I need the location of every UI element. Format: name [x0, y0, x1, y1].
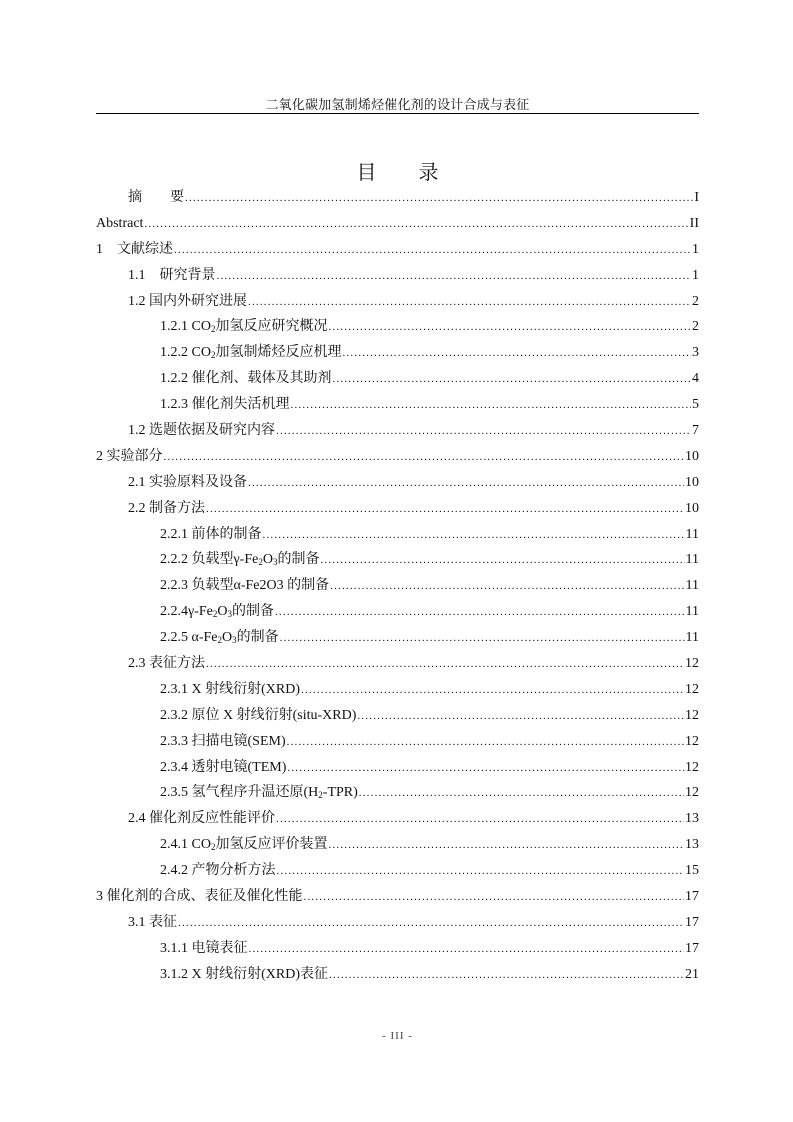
toc-entry-label: 2.3.4 透射电镜(TEM) — [160, 759, 287, 775]
toc-entry-page: I — [694, 190, 699, 205]
header-divider — [96, 113, 699, 114]
toc-entry-page: 3 — [692, 345, 699, 361]
toc-entry[interactable] — [96, 392, 699, 418]
label-text: 2.2.2 负载型γ-Fe — [160, 552, 259, 568]
toc-entry[interactable] — [96, 677, 699, 703]
dot-leader — [263, 523, 685, 549]
label-text: 加氢制烯烃反应机理 — [215, 345, 342, 361]
toc-entry-label: 2.3.3 扫描电镜(SEM) — [160, 733, 286, 749]
dot-leader — [206, 497, 684, 523]
dot-leader — [174, 238, 691, 264]
toc-entry[interactable] — [96, 263, 699, 289]
toc-entry-page: 12 — [685, 707, 699, 723]
toc-entry-page: 10 — [685, 474, 699, 490]
toc-entry-label: 2.2.3 负载型α-Fe2O3 的制备 — [160, 578, 330, 594]
toc-entry[interactable] — [96, 651, 699, 677]
dot-leader — [357, 704, 684, 730]
label-text: 2.4.1 CO — [160, 837, 211, 853]
dot-leader — [333, 367, 692, 393]
toc-entry[interactable] — [96, 547, 699, 573]
toc-entry-label: 1.2.2 催化剂、载体及其助剂 — [160, 371, 332, 387]
dot-leader — [330, 574, 684, 600]
toc-entry-label: 1.2.3 催化剂失活机理 — [160, 397, 290, 413]
toc-entry[interactable] — [96, 185, 699, 211]
dot-leader — [178, 911, 684, 937]
toc-entry[interactable] — [96, 599, 699, 625]
toc-entry-label — [160, 599, 274, 628]
dot-leader — [277, 859, 685, 885]
toc-entry[interactable] — [96, 625, 699, 651]
toc-entry-label: 1.2 国内外研究进展 — [128, 293, 247, 309]
dot-leader — [329, 963, 684, 989]
toc-entry[interactable] — [96, 729, 699, 755]
toc-entry-label: 2.1 实验原料及设备 — [128, 474, 247, 490]
toc-entry-label — [160, 314, 327, 343]
toc-entry[interactable] — [96, 910, 699, 936]
table-of-contents — [96, 185, 699, 988]
toc-entry-page: 10 — [685, 448, 699, 464]
dot-leader — [359, 781, 684, 807]
toc-entry-page: 17 — [685, 889, 699, 905]
toc-entry[interactable] — [96, 755, 699, 781]
toc-entry-page: 13 — [685, 837, 699, 853]
label-text: 1.2.2 CO — [160, 345, 211, 361]
toc-entry[interactable] — [96, 314, 699, 340]
toc-entry-label — [160, 340, 341, 369]
toc-entry-label: 3.1.1 电镜表征 — [160, 940, 248, 956]
subscript-text: 2 — [212, 609, 218, 620]
label-text: O — [217, 604, 228, 620]
toc-entry-page: 11 — [685, 604, 699, 620]
subscript-text: 3 — [227, 609, 232, 620]
dot-leader — [185, 186, 693, 212]
dot-leader — [291, 393, 692, 419]
toc-entry-page: II — [689, 215, 699, 231]
label-text: 1.2.1 CO — [160, 319, 211, 335]
toc-entry-page: 15 — [685, 863, 699, 879]
label-text: 的制备 — [236, 630, 279, 646]
dot-leader — [280, 626, 685, 652]
toc-entry-label: 2.3.2 原位 X 射线衍射(situ-XRD) — [160, 707, 357, 723]
running-header-title: 二氧化碳加氢制烯烃催化剂的设计合成与表征 — [265, 97, 530, 112]
toc-entry[interactable] — [96, 289, 699, 315]
toc-entry-page: 2 — [692, 319, 699, 335]
subscript-text: 2 — [210, 842, 216, 853]
toc-entry-page: 11 — [685, 630, 699, 646]
dot-leader — [164, 445, 685, 471]
subscript-text: 2 — [210, 324, 216, 335]
toc-entry-page: 4 — [692, 371, 699, 387]
toc-entry[interactable] — [96, 366, 699, 392]
toc-entry[interactable] — [96, 444, 699, 470]
toc-entry[interactable] — [96, 858, 699, 884]
dot-leader — [287, 756, 684, 782]
toc-entry-page: 17 — [685, 914, 699, 930]
dot-leader — [320, 548, 684, 574]
toc-entry-label: 2.4 催化剂反应性能评价 — [128, 811, 275, 827]
dot-leader — [217, 264, 692, 290]
toc-entry-page: 12 — [685, 656, 699, 672]
toc-entry-label: 2.4.2 产物分析方法 — [160, 863, 276, 879]
toc-entry[interactable] — [96, 522, 699, 548]
toc-title-char-2: 录 — [418, 162, 439, 184]
toc-entry-page: 1 — [692, 267, 699, 283]
toc-entry-page: 2 — [692, 293, 699, 309]
toc-entry-page: 11 — [685, 526, 699, 542]
toc-entry-page: 11 — [685, 552, 699, 568]
label-text: 2.2.5 α-Fe — [160, 630, 218, 646]
label-text: 加氢反应评价装置 — [215, 837, 328, 853]
toc-entry-label: 2.3.1 X 射线衍射(XRD) — [160, 681, 300, 697]
toc-entry-label: 3 催化剂的合成、表征及催化性能 — [96, 889, 303, 905]
dot-leader — [276, 419, 691, 445]
label-text: 的制备 — [277, 552, 320, 568]
label-text: 2.2.4γ-Fe — [160, 604, 213, 620]
toc-entry-label: 1 文献综述 — [96, 241, 173, 257]
toc-entry-label: 1.1 研究背景 — [128, 267, 216, 283]
dot-leader — [144, 212, 688, 238]
toc-title — [96, 156, 699, 185]
toc-entry-page: 21 — [685, 966, 699, 982]
dot-leader — [304, 885, 685, 911]
label-text: 2.3.5 氢气程序升温还原(H — [160, 785, 319, 801]
toc-entry[interactable] — [96, 340, 699, 366]
toc-entry[interactable] — [96, 962, 699, 988]
label-text: -TPR) — [322, 785, 358, 801]
subscript-text: 2 — [258, 557, 263, 568]
toc-entry-label: 3.1.2 X 射线衍射(XRD)表征 — [160, 966, 328, 982]
dot-leader — [249, 937, 685, 963]
subscript-text: 2 — [318, 790, 323, 801]
dot-leader — [301, 678, 684, 704]
toc-entry-page: 5 — [692, 397, 699, 413]
toc-entry[interactable] — [96, 470, 699, 496]
label-text: 的制备 — [231, 604, 274, 620]
toc-entry-page: 12 — [685, 733, 699, 749]
label-text: O — [262, 552, 273, 568]
subscript-text: 2 — [217, 635, 222, 646]
toc-entry-label: 2.2 制备方法 — [128, 500, 205, 516]
toc-entry[interactable] — [96, 573, 699, 599]
toc-entry-label: 2.2.1 前体的制备 — [160, 526, 262, 542]
toc-entry-label: Abstract — [96, 215, 144, 231]
subscript-text: 3 — [232, 635, 237, 646]
dot-leader — [328, 315, 691, 341]
subscript-text: 2 — [210, 350, 216, 361]
toc-entry[interactable] — [96, 211, 699, 237]
dot-leader — [206, 652, 684, 678]
dot-leader — [287, 730, 684, 756]
page-number: - III - — [382, 1030, 413, 1042]
toc-entry-page: 10 — [685, 500, 699, 516]
toc-entry[interactable] — [96, 703, 699, 729]
toc-entry-label: 2.3 表征方法 — [128, 656, 205, 672]
dot-leader — [248, 290, 691, 316]
toc-entry[interactable] — [96, 884, 699, 910]
toc-title-char-1: 目 — [356, 162, 377, 184]
toc-entry-label — [160, 780, 358, 809]
toc-entry-page: 11 — [685, 578, 699, 594]
subscript-text: 3 — [272, 557, 278, 568]
toc-entry-label: 3.1 表征 — [128, 914, 177, 930]
toc-entry-label: 1.2 选题依据及研究内容 — [128, 423, 275, 439]
toc-entry-page: 12 — [685, 681, 699, 697]
toc-entry[interactable] — [96, 496, 699, 522]
toc-entry[interactable] — [96, 418, 699, 444]
toc-entry[interactable] — [96, 936, 699, 962]
toc-entry-page: 13 — [685, 811, 699, 827]
toc-entry-label — [160, 832, 327, 861]
toc-entry-page: 12 — [685, 785, 699, 801]
toc-entry-label: 2 实验部分 — [96, 448, 163, 464]
dot-leader — [248, 471, 684, 497]
toc-entry[interactable] — [96, 780, 699, 806]
toc-entry[interactable] — [96, 806, 699, 832]
toc-entry-label — [160, 547, 319, 576]
toc-entry-page: 17 — [685, 940, 699, 956]
dot-leader — [328, 833, 684, 859]
toc-entry-page: 12 — [685, 759, 699, 775]
toc-entry[interactable] — [96, 237, 699, 263]
dot-leader — [276, 807, 684, 833]
label-text: 加氢反应研究概况 — [215, 319, 328, 335]
label-text: O — [222, 630, 233, 646]
dot-leader — [275, 600, 685, 626]
toc-entry[interactable] — [96, 832, 699, 858]
toc-entry-label: 摘 要 — [128, 190, 184, 205]
dot-leader — [342, 341, 691, 367]
toc-entry-label — [160, 625, 279, 654]
toc-entry-page: 1 — [692, 241, 699, 257]
toc-entry-page: 7 — [692, 423, 699, 439]
